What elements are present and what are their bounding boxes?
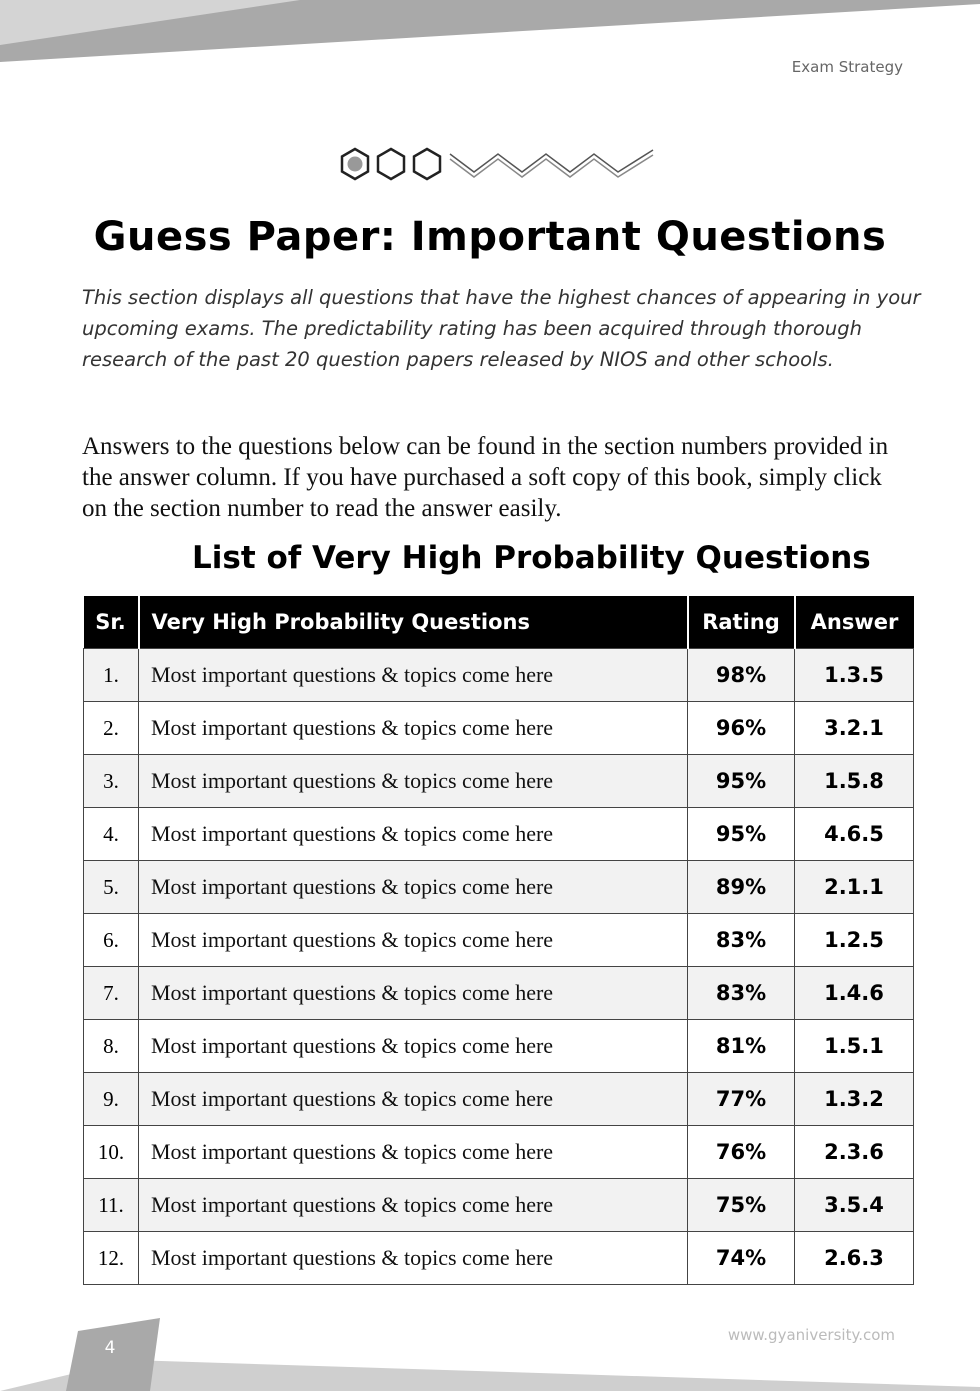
cell-rating: 81% <box>688 1020 795 1073</box>
page-title: Guess Paper: Important Questions <box>93 214 887 260</box>
cell-question: Most important questions & topics come here <box>139 861 688 914</box>
cell-question: Most important questions & topics come here <box>139 1179 688 1232</box>
cell-sr: 7. <box>84 967 139 1020</box>
cell-answer-link[interactable]: 4.6.5 <box>795 808 914 861</box>
cell-question: Most important questions & topics come here <box>139 755 688 808</box>
cell-answer-link[interactable]: 1.5.1 <box>795 1020 914 1073</box>
footer-url[interactable]: www.gyaniversity.com <box>727 1326 895 1344</box>
cell-sr: 2. <box>84 702 139 755</box>
cell-rating: 95% <box>688 808 795 861</box>
header-answer: Answer <box>795 596 914 649</box>
cell-rating: 95% <box>688 755 795 808</box>
cell-sr: 11. <box>84 1179 139 1232</box>
cell-rating: 75% <box>688 1179 795 1232</box>
cell-rating: 89% <box>688 861 795 914</box>
cell-rating: 74% <box>688 1232 795 1285</box>
table-row <box>84 914 914 967</box>
cell-rating: 83% <box>688 967 795 1020</box>
cell-sr: 12. <box>84 1232 139 1285</box>
cell-answer-link[interactable]: 2.6.3 <box>795 1232 914 1285</box>
header-sr: Sr. <box>84 596 139 649</box>
cell-answer-link[interactable]: 3.2.1 <box>795 702 914 755</box>
page-number: 4 <box>104 1338 116 1358</box>
cell-sr: 10. <box>84 1126 139 1179</box>
cell-rating: 98% <box>688 649 795 702</box>
hexagon-ornament-icon <box>338 146 656 186</box>
cell-answer-link[interactable]: 1.4.6 <box>795 967 914 1020</box>
table-row <box>84 1073 914 1126</box>
cell-answer-link[interactable]: 1.3.2 <box>795 1073 914 1126</box>
table-row <box>84 861 914 914</box>
cell-sr: 4. <box>84 808 139 861</box>
cell-rating: 76% <box>688 1126 795 1179</box>
table-row <box>84 649 914 702</box>
cell-rating: 83% <box>688 914 795 967</box>
cell-question: Most important questions & topics come here <box>139 808 688 861</box>
table-row <box>84 1232 914 1285</box>
table-row <box>84 967 914 1020</box>
questions-table <box>83 596 914 1285</box>
cell-answer-link[interactable]: 2.3.6 <box>795 1126 914 1179</box>
cell-answer-link[interactable]: 2.1.1 <box>795 861 914 914</box>
cell-question: Most important questions & topics come here <box>139 649 688 702</box>
cell-question: Most important questions & topics come here <box>139 914 688 967</box>
cell-sr: 3. <box>84 755 139 808</box>
cell-sr: 8. <box>84 1020 139 1073</box>
table-row <box>84 1020 914 1073</box>
cell-sr: 6. <box>84 914 139 967</box>
table-row <box>84 755 914 808</box>
table-row <box>84 1179 914 1232</box>
cell-question: Most important questions & topics come here <box>139 1126 688 1179</box>
section-header: Exam Strategy <box>791 58 903 76</box>
cell-question: Most important questions & topics come here <box>139 1073 688 1126</box>
table-title: List of Very High Probability Questions <box>192 540 871 576</box>
cell-question: Most important questions & topics come here <box>139 1232 688 1285</box>
cell-sr: 9. <box>84 1073 139 1126</box>
cell-rating: 77% <box>688 1073 795 1126</box>
cell-question: Most important questions & topics come here <box>139 967 688 1020</box>
cell-sr: 5. <box>84 861 139 914</box>
cell-sr: 1. <box>84 649 139 702</box>
header-rating: Rating <box>688 596 795 649</box>
cell-answer-link[interactable]: 1.2.5 <box>795 914 914 967</box>
cell-answer-link[interactable]: 1.5.8 <box>795 755 914 808</box>
intro-paragraph: This section displays all questions that have the highest chances of appearing in your upcoming exams. The predictability rating has been acquired through thorough research of the past 20 question papers released by NIOS and other schools. <box>82 286 921 371</box>
cell-question: Most important questions & topics come here <box>139 702 688 755</box>
header-question: Very High Probability Questions <box>139 596 688 649</box>
cell-rating: 96% <box>688 702 795 755</box>
cell-answer-link[interactable]: 3.5.4 <box>795 1179 914 1232</box>
answers-note-paragraph: Answers to the questions below can be found in the section numbers provided in the answer column. If you have purchased a soft copy of this book, simply click on the section number to read the answer easily. <box>82 433 889 522</box>
table-row <box>84 1126 914 1179</box>
cell-question: Most important questions & topics come here <box>139 1020 688 1073</box>
table-header-row <box>84 596 914 649</box>
table-row <box>84 702 914 755</box>
table-row <box>84 808 914 861</box>
cell-answer-link[interactable]: 1.3.5 <box>795 649 914 702</box>
